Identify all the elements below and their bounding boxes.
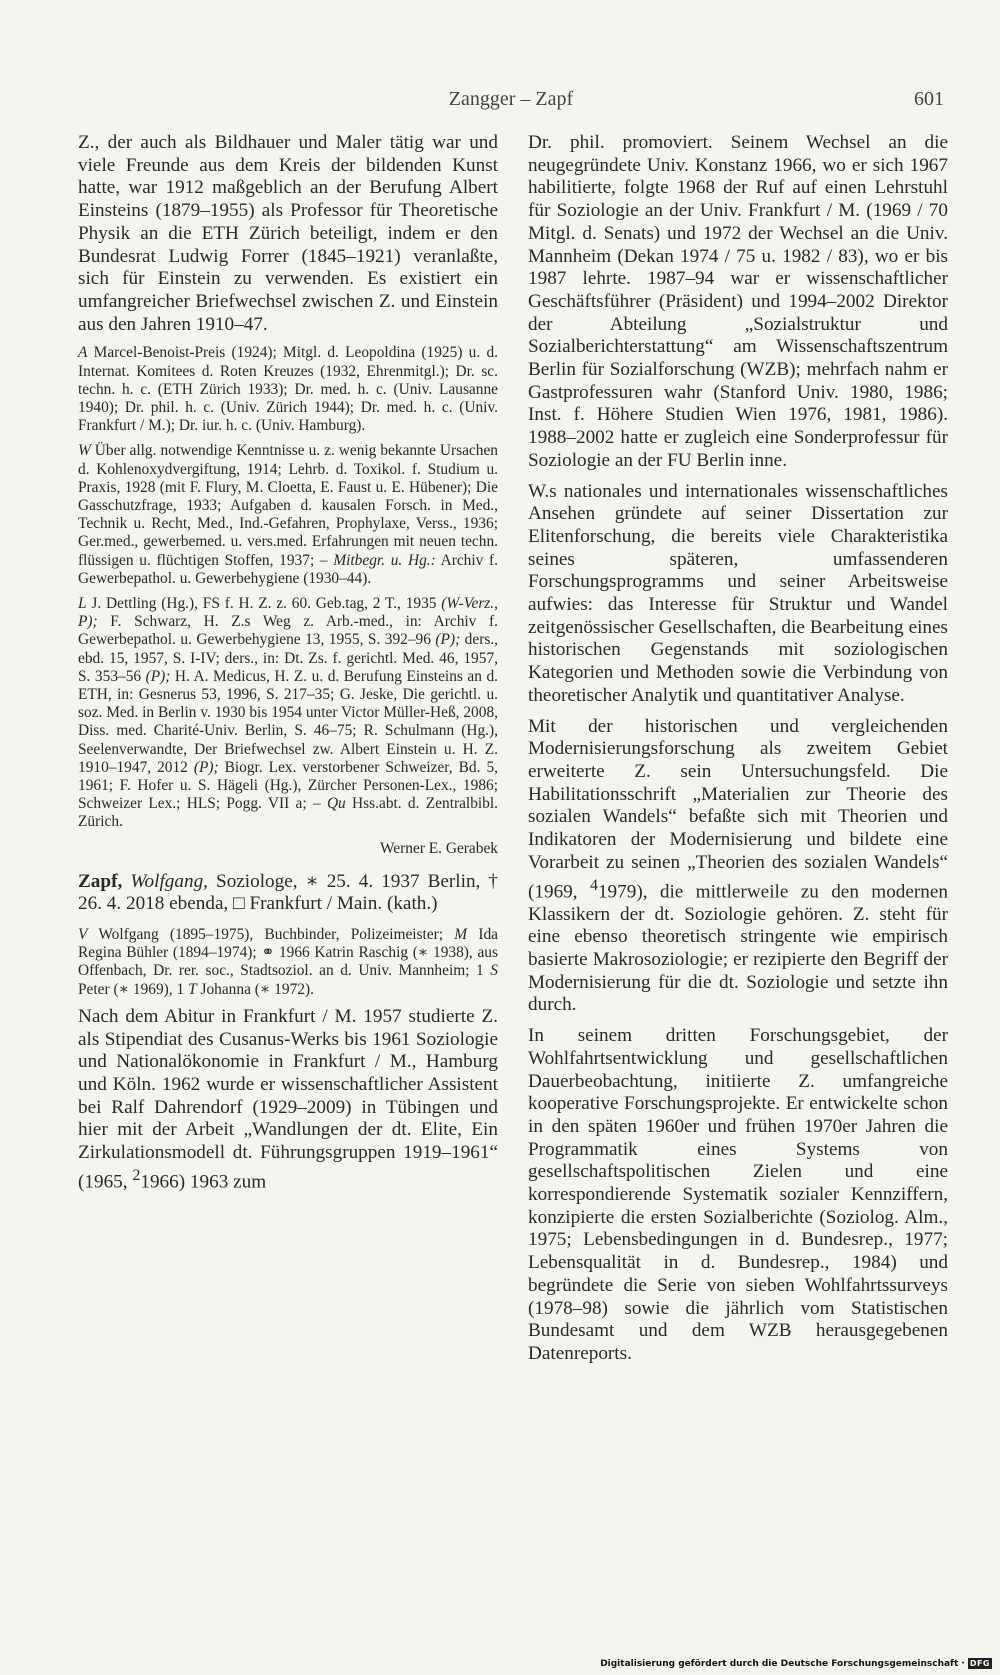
body-paragraph: Dr. phil. promoviert. Seinem Wechsel an die neugegründete Univ. Konstanz 1966, wo er sich 1967 habilitierte, folgte 1968 der Ruf auf einen Lehrstuhl für Soziologie an der Univ. Frankfurt / M. (1969 / 70 Mitgl. d. Senats) und 1972 der Wechsel an die Univ. Mannheim (Dekan 1974 / 75 u. 1982 / 83), wo er bis 1987 lehrte. 1987–94 war er wissenschaftlicher Geschäftsführer (Präsident) und 1994–2002 Direktor der Abteilung „Sozialstruktur und Sozialberichterstattung“ am Wissenschaftszentrum Berlin für Sozialforschung (WZB); mehrfach nahm er Gastprofessuren wahr (Stanford Univ. 1980, 1986; Inst. f. Höhere Studien Wien 1976, 1981, 1986). 1988–2002 hatte er zugleich eine Sonderprofessur für Soziologie an der FU Berlin inne. xyxy=(528,132,948,471)
section-marker: S xyxy=(490,962,498,980)
genealogy-paragraph: V Wolfgang (1895–1975), Buchbinder, Polizeimeister; M Ida Regina Bühler (1894–1974); ⚭ 1966 Katrin Raschig (∗ 1938), aus Offenbach, Dr. rer. soc., Stadtsoziol. an d. Univ. Mannheim; 1 S Peter (∗ 1969), 1 T Johanna (∗ 1972). xyxy=(78,926,499,998)
body-paragraph: Z., der auch als Bildhauer und Maler tätig war und viele Freunde aus dem Kreis der bildenden Kunst hatte, war 1912 maßgeblich an der Berufung Albert Einsteins (1879–1955) als Professor für Theoretische Physik an die ETH Zürich beteiligt, indem er den Bundesrat Ludwig Forrer (1845–1921) veranlaßte, sich für Einstein zu verwenden. Es existiert ein umfangreicher Briefwechsel zwischen Z. und Einstein aus den Jahren 1910–47. xyxy=(78,132,498,335)
body-paragraph: W.s nationales und internationales wissenschaftliches Ansehen gründete auf seiner Dissertation zur Elitenforschung, die bereits viele Charakteristika seines späteren, umfassenderen Forschungsprogramms und seiner Arbeitsweise aufwies: das Interesse für Struktur und Wandel zeitgenössischer Gesellschaften, die Bearbeitung eines historischen Gegenstands mit soziologischen Kategorien und Methoden sowie die Verbindung von theoretischer Analytik und quantitativer Analyse. xyxy=(528,480,948,706)
section-marker: A xyxy=(78,344,88,362)
page-number: 601 xyxy=(914,88,944,110)
section-marker: L xyxy=(78,594,87,612)
section-marker: V xyxy=(78,926,88,944)
entry-heading: Zapf, Wolfgang, Soziologe, ∗ 25. 4. 1937 Berlin, † 26. 4. 2018 ebenda, □ Frankfurt / Main. (kath.) xyxy=(78,870,499,915)
works-paragraph: W Über allg. notwendige Kenntnisse u. z. wenig bekannte Ursachen d. Kohlenoxydvergiftung, 1914; Lehrb. d. Toxikol. f. Studium u. Praxis, 1928 (mit F. Flury, M. Cloetta, E. Faust u. E. Hübener); Die Gasschutzfrage, 1933; Aufgaben d. kausalen Forsch. in Med., Technik u. Recht, Med., Ind.-Gefahren, Prophylaxe, Verss., 1936; Ger.med., gewerbemed. u. vers.med. Erfahrungen mit neuen techn. flüssigen u. flüchtigen Stoffen, 1937; – Mitbegr. u. Hg.: Archiv f. Gewerbepathol. u. Gewerbehygiene (1930–44). xyxy=(78,442,498,587)
awards-paragraph: A Marcel-Benoist-Preis (1924); Mitgl. d. Leopoldina (1925) u. d. Internat. Komitees d. Roten Kreuzes (1932, Ehrenmitgl.); Dr. sc. techn. h. c. (ETH Zürich 1933); Dr. med. h. c. (Univ. Lausanne 1940); Dr. phil. h. c. (Univ. Zürich 1944); Dr. med. h. c. (Univ. Frankfurt / M.); Dr. iur. h. c. (Univ. Hamburg). xyxy=(78,344,498,435)
body-paragraph: Nach dem Abitur in Frankfurt / M. 1957 studierte Z. als Stipendiat des Cusanus-Werks bis 1961 Soziologie und Nationalökonomie in Frankfurt / M., Hamburg und Köln. 1962 wurde er wissenschaftlicher Assistent bei Ralf Dahrendorf (1929–2009) in Tübingen und hier mit der Arbeit „Wandlungen der dt. Elite, Ein Zirkulationsmodell dt. Führungsgruppen 1919–1961“ (1965, $^2$1966) 1963 zum xyxy=(78,1005,498,1193)
body-paragraph: Mit der historischen und vergleichenden Modernisierungsforschung als zweitem Gebiet erweiterte Z. sein Untersuchungsfeld. Die Habilitationsschrift „Materialien zur Theorie des sozialen Wandels“ befaßte sich mit Theorien und Indikatoren der Modernisierung und bildete eine Vorarbeit zu seinen „Theorien des sozialen Wandels“ (1969, $^4$1979), die mittlerweile zu den modernen Klassikern der dt. Soziologie gehören. Z. steht für eine ebenso theoretisch stringente wie empirisch basierte Makrosoziologie; er rezipierte den Begriff der Modernisierung für die dt. Soziologie und setzte ihn durch. xyxy=(528,715,949,1016)
body-paragraph: In seinem dritten Forschungsgebiet, der Wohlfahrtsentwicklung und gesellschaftlichen Dauerbeobachtung, initiierte Z. umfangreiche kooperative Forschungsprojekte. Er entwickelte schon in den späten 1960er und frühen 1970er Jahren die Programmatik eines Systems von gesellschaftspolitischen Zielen und eine korrespondierende Systematik sozialer Kennziffern, konzipierte die ersten Sozialberichte (Soziolog. Alm., 1975; Lebensbedingungen in d. Bundesrep., 1977; Lebensqualität in d. Bundesrep., 1984) und begründete die Serie von sieben Wohlfahrtssurveys (1978–98) sowie die jährlich vom Statistischen Bundesamt und dem WZB herausgegebenen Datenreports. xyxy=(528,1025,948,1364)
right-column xyxy=(528,132,948,1374)
footer-text: Digitalisierung gefördert durch die Deutsche Forschungsgemeinschaft · xyxy=(600,1658,965,1669)
digitization-footer xyxy=(600,1658,992,1669)
entry-given-name: Wolfgang, xyxy=(130,870,208,892)
section-marker: T xyxy=(188,980,197,998)
page-header xyxy=(78,88,944,118)
author-signature: Werner E. Gerabek xyxy=(380,839,498,857)
literature-paragraph: L J. Dettling (Hg.), FS f. H. Z. z. 60. Geb.tag, 2 T., 1935 (W-Verz., P); F. Schwarz, H. Z.s Weg z. Arb.-med., in: Archiv f. Gewerbepathol. u. Gewerbehygiene 13, 1955, S. 392–96 (P); ders., ebd. 15, 1957, S. I-IV; ders., in: Dt. Zs. f. gerichtl. Med. 46, 1957, S. 353–56 (P); H. A. Medicus, H. Z. u. d. Berufung Einsteins an d. ETH, in: Gesnerus 53, 1996, S. 217–35; G. Jeske, Die gerichtl. u. soz. Med. in Berlin v. 1930 bis 1954 unter Victor Müller-Heß, 2008, Diss. med. Charité-Univ. Berlin, S. 46–75; R. Schulmann (Hg.), Seelenverwandte, Der Briefwechsel zw. Albert Einstein u. H. Z. 1910–1947, 2012 (P); Biogr. Lex. verstorbener Schweizer, Bd. 5, 1961; F. Hofer u. S. Hägeli (Hg.), Zürcher Personen-Lex., 1986; Schweizer Lex.; HLS; Pogg. VII a; – Qu Hss.abt. d. Zentralbibl. Zürich. xyxy=(78,594,499,831)
left-column xyxy=(78,132,498,1202)
section-marker: M xyxy=(454,926,468,944)
running-title: Zangger – Zapf xyxy=(448,88,574,110)
section-marker: W xyxy=(78,442,91,460)
dfg-logo: DFG xyxy=(969,1659,990,1668)
entry-name: Zapf, xyxy=(78,870,123,892)
